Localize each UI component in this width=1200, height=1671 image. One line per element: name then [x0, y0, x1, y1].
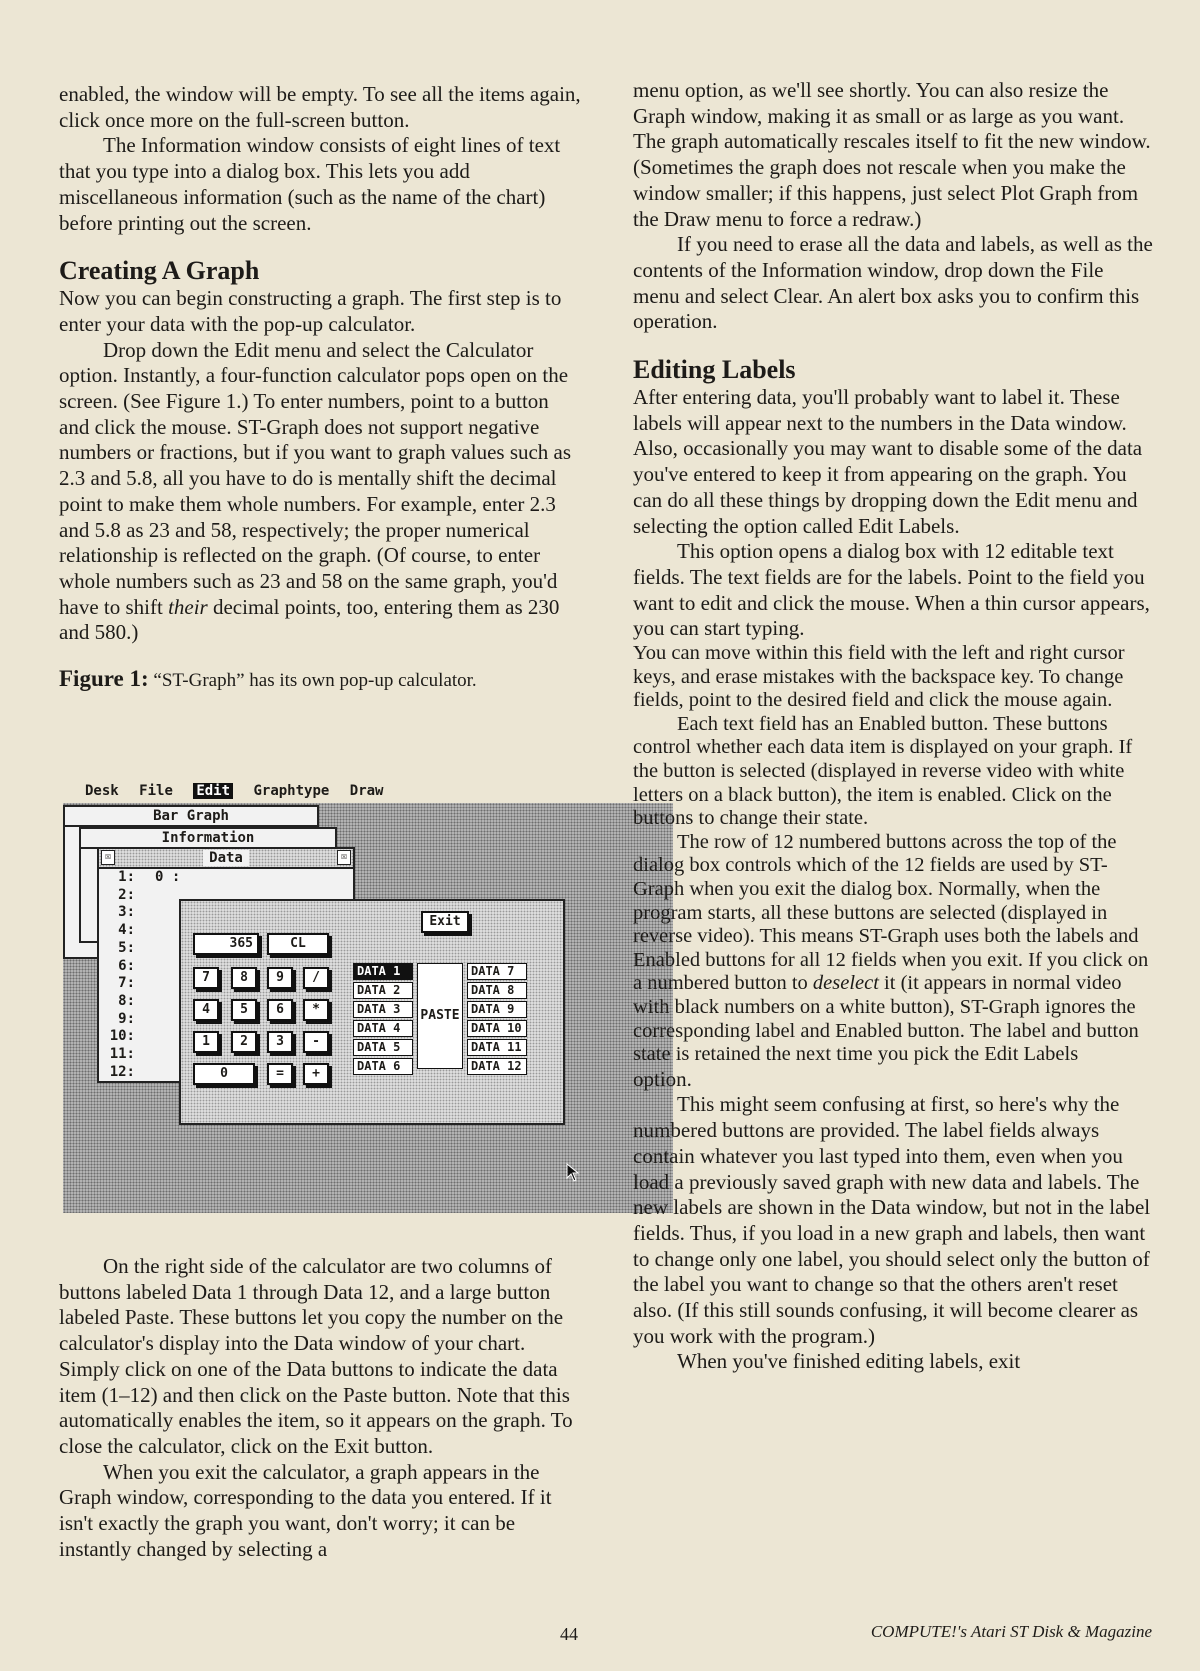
- paste-button[interactable]: PASTE: [417, 963, 463, 1069]
- window-title[interactable]: Bar Graph: [65, 807, 317, 827]
- data-4-button[interactable]: DATA 4: [353, 1020, 413, 1037]
- key-6[interactable]: 6: [267, 999, 293, 1021]
- row-label: 4:: [118, 922, 135, 939]
- data-buttons-right: [467, 963, 527, 1077]
- paragraph: When you've finished editing labels, exit: [677, 1349, 1021, 1374]
- data-12-button[interactable]: DATA 12: [467, 1058, 527, 1075]
- row-label: 9:: [118, 1010, 135, 1027]
- data-8-button[interactable]: DATA 8: [467, 982, 527, 999]
- paragraph: menu option, as we'll see shortly. You can also resize the Graph window, making it as small or as large as you want. The graph automatically rescales itself to fit the new window. (Sometimes the graph does not rescale when you make the window smaller; if this happens, just select Plot Graph from the Draw menu to force a redraw.): [633, 78, 1151, 231]
- paragraph: If you need to erase all the data and labels, as well as the contents of the Information window, drop down the File menu and select Clear. An alert box asks you to confirm this operation.: [633, 232, 1153, 334]
- row-label: 12:: [109, 1063, 135, 1080]
- emphasis: their: [168, 594, 208, 619]
- key-equals[interactable]: =: [267, 1063, 293, 1085]
- row-label: 5:: [118, 939, 135, 956]
- exit-button[interactable]: Exit: [421, 911, 469, 933]
- section-heading: Editing Labels: [633, 355, 796, 385]
- data-10-button[interactable]: DATA 10: [467, 1020, 527, 1037]
- clear-button[interactable]: CL: [267, 933, 329, 955]
- paragraph: When you exit the calculator, a graph appears in the Graph window, corresponding to the data you entered. If it isn't exactly the graph you want, don't worry; it can be instantly changed by selecting a: [59, 1459, 552, 1561]
- data-11-button[interactable]: DATA 11: [467, 1039, 527, 1056]
- left-column-lower: [59, 1254, 581, 1562]
- data-9-button[interactable]: DATA 9: [467, 1001, 527, 1018]
- row-labels: [105, 869, 135, 1081]
- page-number: 44: [560, 1624, 578, 1644]
- paragraph: Each text field has an Enabled button. These buttons control whether each data item is displayed on your graph. If the button is selected (displayed in reverse video with white letters on a black button), the item is enabled. Click on the buttons to change their state.: [633, 712, 1133, 830]
- row-label: 11:: [109, 1046, 135, 1063]
- menu-bar: [85, 783, 395, 803]
- key-0[interactable]: 0: [193, 1063, 255, 1085]
- figure-caption: [59, 666, 581, 694]
- emphasis: deselect: [812, 972, 879, 995]
- window-titlebar: [99, 849, 353, 869]
- paragraph: After entering data, you'll probably want to label it. These labels will appear next to the numbers in the Data window. Also, occasionally you may want to disable some of the data you've entered to keep it from appearing on the graph. You can do all these things by dropping down the Edit menu and selecting the option called Edit Labels.: [633, 385, 1143, 538]
- mouse-pointer-icon: [566, 1163, 580, 1183]
- key-5[interactable]: 5: [231, 999, 257, 1021]
- text-run: Drop down the Edit menu and select the Calculator option. Instantly, a four-function calculator pops open on the screen. (See Figure 1.) To enter numbers, point to a button and click the mouse. ST-Graph does not support negative numbers or fractions, but if you want to graph values such as 2.3 and 5.8, all you have to do is mentally shift the decimal point to make them whole numbers. For example, enter 2.3 and 5.8 as 23 and 58, respectively; the proper numerical relationship is reflected on the graph. (Of course, to enter whole numbers such as 23 and 58 on the same graph, you'd have to shift: [59, 337, 572, 619]
- data-buttons-left: [353, 963, 413, 1077]
- key-multiply[interactable]: *: [303, 999, 329, 1021]
- data-3-button[interactable]: DATA 3: [353, 1001, 413, 1018]
- paragraph: Now you can begin constructing a graph. The first step is to enter your data with the pop-up calculator.: [59, 286, 562, 336]
- menu-file[interactable]: File: [139, 783, 173, 799]
- data-6-button[interactable]: DATA 6: [353, 1058, 413, 1075]
- data-2-button[interactable]: DATA 2: [353, 982, 413, 999]
- menu-graphtype[interactable]: Graphtype: [253, 783, 330, 799]
- magazine-title: COMPUTE!'s Atari ST Disk & Magazine: [870, 1622, 1152, 1641]
- menu-desk[interactable]: Desk: [85, 783, 119, 799]
- key-1[interactable]: 1: [193, 1031, 219, 1053]
- figure-label: Figure 1:: [59, 666, 149, 692]
- key-9[interactable]: 9: [267, 967, 293, 989]
- key-3[interactable]: 3: [267, 1031, 293, 1053]
- right-column: [633, 78, 1155, 1375]
- data-1-button[interactable]: DATA 1: [353, 963, 413, 980]
- key-plus[interactable]: +: [303, 1063, 329, 1085]
- calculator-dialog: [179, 899, 565, 1125]
- key-divide[interactable]: /: [303, 967, 329, 989]
- data-window-title[interactable]: Data: [203, 850, 249, 866]
- row-label: 8:: [118, 992, 135, 1009]
- menu-draw[interactable]: Draw: [349, 783, 384, 799]
- menu-edit[interactable]: Edit: [193, 783, 233, 799]
- key-7[interactable]: 7: [193, 967, 219, 989]
- data-5-button[interactable]: DATA 5: [353, 1039, 413, 1056]
- paragraph: On the right side of the calculator are two columns of buttons labeled Data 1 through Data 12, and a large button labeled Paste. These buttons let you copy the number on the calculator's display into the Data window of your chart. Simply click on one of the Data buttons to indicate the data item (1–12) and then click on the Paste button. Note that this automatically enables the item, so it appears on the graph. To close the calculator, click on the Exit button.: [59, 1254, 573, 1458]
- key-2[interactable]: 2: [231, 1031, 257, 1053]
- paragraph: [59, 338, 581, 646]
- text-run: it (it appears in normal video with black numbers on a white button), ST-Graph ignores the corresponding label and Enabled button. The label and button state is retained the next time you pick the Edit Labels: [633, 972, 1139, 1066]
- calculator-display: 365: [193, 933, 259, 955]
- window-title[interactable]: Information: [81, 829, 335, 849]
- fullscreen-box-icon[interactable]: ☒: [337, 850, 351, 865]
- paragraph: You can move within this field with the left and right cursor keys, and erase mistakes with the backspace key. To change fields, point to the desired field and click the mouse again.: [633, 642, 1125, 712]
- row-label: 3:: [118, 904, 135, 921]
- section-heading: Creating A Graph: [59, 256, 260, 286]
- key-minus[interactable]: -: [303, 1031, 329, 1053]
- close-box-icon[interactable]: ☒: [101, 850, 115, 865]
- paragraph: option.: [633, 1066, 692, 1091]
- paragraph: The Information window consists of eight lines of text that you type into a dialog box. This lets you add miscellaneous information (such as the name of the chart) before printing out the screen.: [59, 133, 561, 235]
- left-column: [59, 82, 581, 694]
- figure-screenshot: [63, 783, 675, 1215]
- row-label: 6:: [118, 957, 135, 974]
- key-8[interactable]: 8: [231, 967, 257, 989]
- paragraph: This option opens a dialog box with 12 editable text fields. The text fields are for the labels. Point to the field you want to edit and click the mouse. When a thin cursor appears, you can start typing.: [633, 539, 1150, 641]
- key-4[interactable]: 4: [193, 999, 219, 1021]
- row-label: 10:: [109, 1028, 135, 1045]
- data-7-button[interactable]: DATA 7: [467, 963, 527, 980]
- paragraph: [633, 831, 1155, 1067]
- narrow-section: [633, 642, 1155, 1067]
- data-value: 0 :: [155, 869, 181, 885]
- paragraph: enabled, the window will be empty. To see all the items again, click once more on the full-screen button.: [59, 82, 581, 132]
- row-label: 1:: [118, 869, 135, 885]
- caption-text: “ST-Graph” has its own pop-up calculator.: [153, 670, 477, 692]
- text-run: The row of 12 numbered buttons across the top of the dialog box controls which of the 12 fields are used by ST-Graph when you exit the dialog box. Normally, when the program starts, all these buttons are selected (displayed in reverse video). This means ST-Graph uses both the labels and Enabled buttons for all 12 fields when you exit. If you click on a numbered button to: [633, 830, 1149, 995]
- text-run: decimal points, too, entering them as 230 and 580.): [59, 594, 560, 645]
- data-value-1: 0: [155, 869, 164, 885]
- paragraph: This might seem confusing at first, so here's why the numbered buttons are provided. The label fields always contain whatever you last typed into them, even when you load a previously saved graph with new data and labels. The new labels are shown in the Data window, but not in the label fields. Thus, if you load in a new graph and labels, then want to change only one label, you should select only the button of the label you want to change so that the others aren't reset also. (If this still sounds confusing, it will become clearer as you work with the program.): [633, 1092, 1151, 1348]
- row-label: 7:: [118, 975, 135, 992]
- row-label: 2:: [118, 886, 135, 903]
